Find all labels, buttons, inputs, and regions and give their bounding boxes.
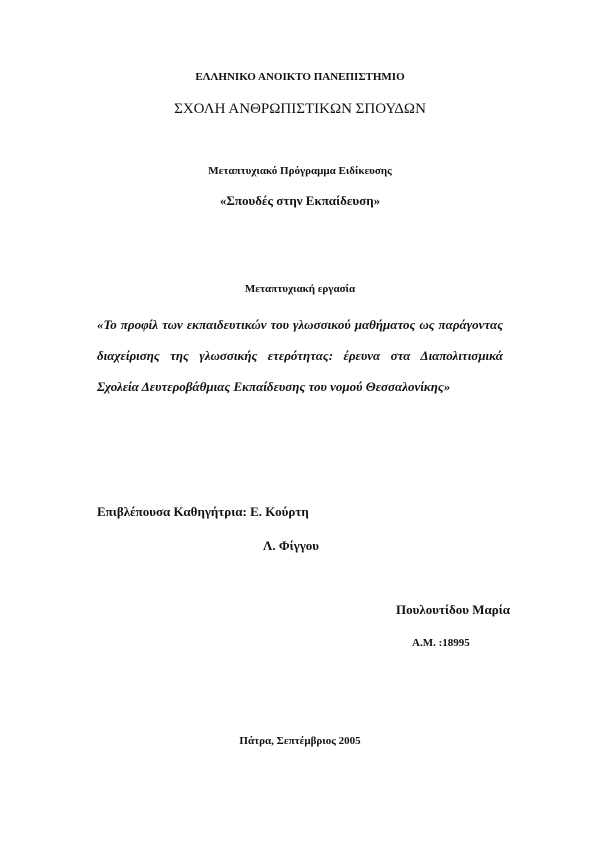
place-date: Πάτρα, Σεπτέμβριος 2005 — [239, 735, 361, 747]
thesis-label: Μεταπτυχιακή εργασία — [244, 283, 356, 295]
supervisor: Επιβλέπουσα Καθηγήτρια: Ε. Κούρτη — [97, 504, 309, 519]
university-name: ΕΛΛΗΝΙΚΟ ΑΝΟΙΚΤΟ ΠΑΝΕΠΙΣΤΗΜΙΟ — [195, 71, 405, 83]
author-name: Πουλουτίδου Μαρία — [396, 602, 511, 617]
program-name: «Σπουδές στην Εκπαίδευση» — [219, 193, 381, 208]
co-supervisor: Λ. Φίγγου — [263, 538, 320, 553]
thesis-title: «Το προφίλ των εκπαιδευτικών του γλωσσικού μαθήματος ως παράγοντας διαχείρισης της γλωσσικής ετερότητας: έρευνα στα Διαπολιτισμικά Σχολεία Δευτεροβάθμιας Εκπαίδευσης του νομού Θεσσαλονίκης» — [97, 317, 503, 394]
school-name: ΣΧΟΛΗ ΑΝΘΡΩΠΙΣΤΙΚΩΝ ΣΠΟΥΔΩΝ — [174, 101, 426, 117]
registration-number: Α.Μ. :18995 — [412, 637, 470, 649]
program-label: Μεταπτυχιακό Πρόγραμμα Ειδίκευσης — [208, 165, 392, 177]
